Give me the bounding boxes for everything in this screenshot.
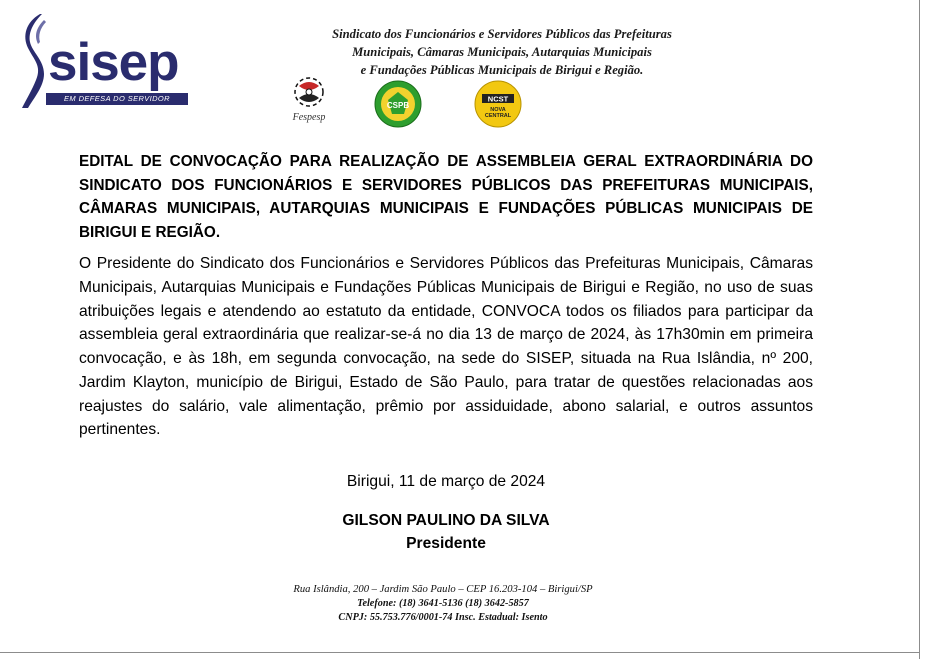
fespesp-logo-icon — [286, 74, 332, 128]
header-line: e Fundações Públicas Municipais de Birigui e Região. — [360, 63, 644, 77]
signature-block — [0, 509, 892, 555]
header-institution-name — [292, 25, 712, 79]
header-line: Municipais, Câmaras Municipais, Autarquias Municipais — [352, 45, 652, 59]
sisep-wordmark: sisep — [48, 33, 179, 92]
sisep-tagline: EM DEFESA DO SERVIDOR — [46, 93, 188, 105]
document-date: Birigui, 11 de março de 2024 — [346, 473, 546, 490]
header-line: Sindicato dos Funcionários e Servidores Públicos das Prefeituras — [332, 27, 672, 41]
ncst-sublabel-2: CENTRAL — [484, 113, 512, 119]
sisep-logo — [18, 12, 190, 110]
document-title: EDITAL DE CONVOCAÇÃO PARA REALIZAÇÃO DE ASSEMBLEIA GERAL EXTRAORDINÁRIA DO SINDICATO DOS FUNCIONÁRIOS E SERVIDORES PÚBLICOS DAS PREFEITURAS MUNICIPAIS, CÂMARAS MUNICIPAIS, AUTARQUIAS MUNICIPAIS E FUNDAÇÕES PÚBLICAS MUNICIPAIS DE BIRIGUI E REGIÃO. — [79, 153, 813, 241]
signatory-role: Presidente — [406, 535, 486, 552]
ncst-logo-icon — [474, 80, 522, 128]
page-border-right — [919, 0, 920, 659]
document-body: O Presidente do Sindicato dos Funcionários e Servidores Públicos das Prefeituras Municipais, Câmaras Municipais, Autarquias Municipais e Fundações Públicas Municipais de Birigui e Região, no uso de suas atribuições legais e atendendo ao estatuto da entidade, CONVOCA todos os filiados para participar da assembleia geral extraordinária que realizar-se-á no dia 13 de março de 2024, às 17h30min em primeira convocação, e às 18h, em segunda convocação, na sede do SISEP, situada na Rua Islândia, nº 200, Jardim Klayton, município de Birigui, Estado de São Paulo, para tratar de questões relacionadas aos reajustes do salário, vale alimentação, prêmio por assiduidade, abono salarial, e outros assuntos pertinentes. — [79, 255, 813, 439]
cspb-label: CSPB — [386, 101, 410, 110]
fespesp-label: Fespesp — [292, 112, 326, 123]
footer-address: Rua Islândia, 200 – Jardim São Paulo – CEP 16.203-104 – Birigui/SP — [293, 584, 593, 595]
sisep-s-mark-icon — [18, 12, 48, 110]
page-border-bottom — [0, 652, 920, 653]
ncst-label: NCST — [487, 94, 509, 104]
ncst-sublabel-1: NOVA — [490, 107, 506, 113]
signatory-name: GILSON PAULINO DA SILVA — [342, 512, 550, 529]
cspb-logo-icon — [374, 80, 422, 128]
footer-phone: Telefone: (18) 3641-5136 (18) 3642-5857 — [357, 598, 529, 609]
footer-cnpj: CNPJ: 55.753.776/0001-74 Insc. Estadual: Isento — [338, 612, 548, 623]
footer-contact — [218, 583, 668, 625]
